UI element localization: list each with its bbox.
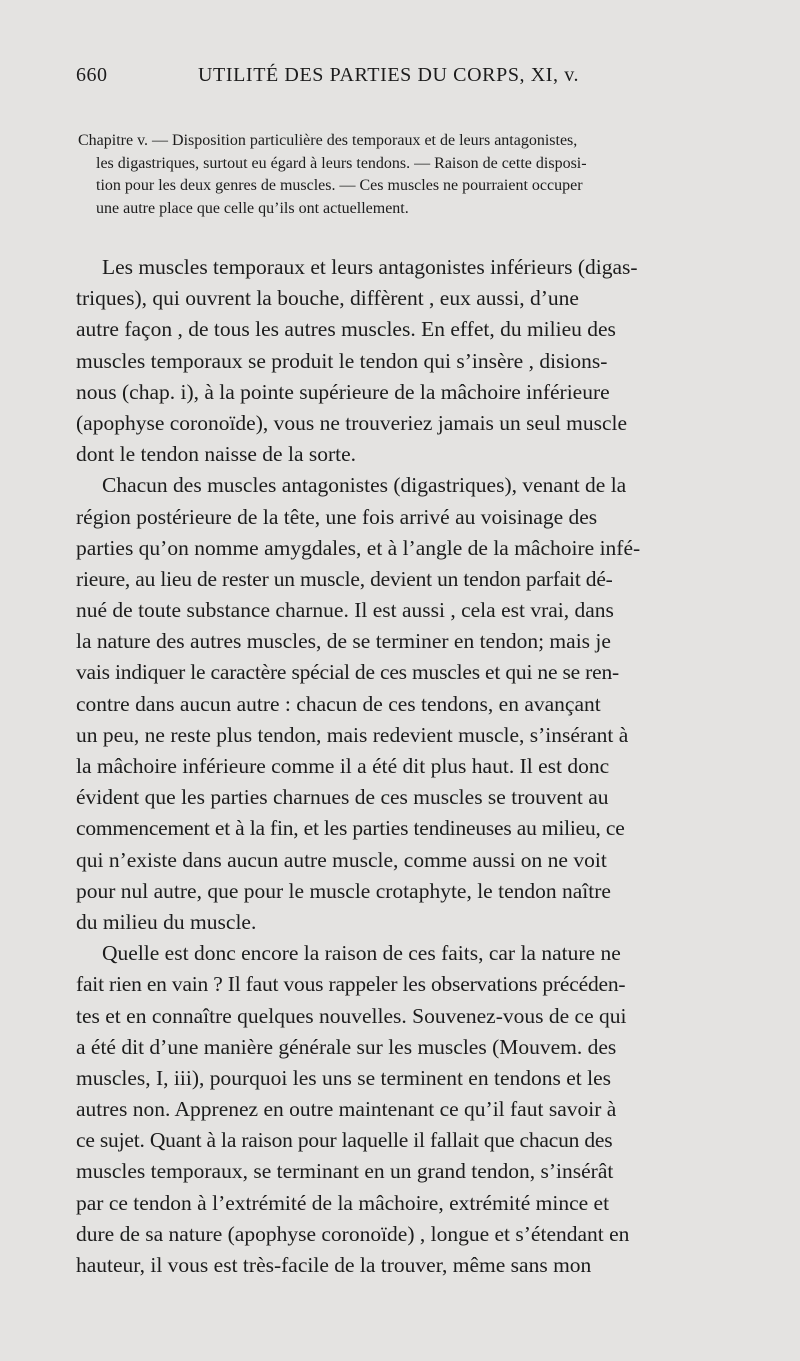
- text-line: ce sujet. Quant à la raison pour laquelle il fallait que chacun des: [76, 1128, 613, 1153]
- text-line: pour nul autre, que pour le muscle crotaphyte, le tendon naître: [76, 878, 611, 903]
- text-line: triques), qui ouvrent la bouche, diffèrent , eux aussi, d’une: [76, 286, 579, 311]
- text-line: muscles, I, iii), pourquoi les uns se terminent en tendons et les: [76, 1065, 612, 1090]
- text-line: fait rien en vain ? Il faut vous rappeler les observations précéden-: [76, 972, 626, 997]
- text-line: nous (chap. i), à la pointe supérieure de la mâchoire inférieure: [76, 379, 610, 404]
- text-line: commencement et à la fin, et les parties tendineuses au milieu, ce: [76, 816, 625, 841]
- page-header: [76, 64, 766, 94]
- text-line: évident que les parties charnues de ces muscles se trouvent au: [76, 785, 609, 810]
- text-line: muscles temporaux, se terminant en un grand tendon, s’insérât: [76, 1159, 614, 1184]
- text-line: hauteur, il vous est très-facile de la trouver, même sans mon: [76, 1253, 592, 1277]
- text-line: parties qu’on nomme amygdales, et à l’angle de la mâchoire infé-: [76, 535, 641, 560]
- text-line: autre façon , de tous les autres muscles. En effet, du milieu des: [76, 317, 616, 342]
- text-line: Les muscles temporaux et leurs antagonistes inférieurs (digas-: [102, 255, 638, 279]
- text-line: nué de toute substance charnue. Il est aussi , cela est vrai, dans: [76, 598, 614, 623]
- text-line: un peu, ne reste plus tendon, mais redevient muscle, s’insérant à: [76, 722, 629, 747]
- text-line: muscles temporaux se produit le tendon qui s’insère , disions-: [76, 348, 608, 373]
- text-line: a été dit d’une manière générale sur les muscles (Mouvem. des: [76, 1034, 617, 1059]
- text-line: autres non. Apprenez en outre maintenant ce qu’il faut savoir à: [76, 1097, 617, 1122]
- text-line: vais indiquer le caractère spécial de ces muscles et qui ne se ren-: [76, 660, 619, 685]
- running-title: UTILITÉ DES PARTIES DU CORPS, XI, v.: [198, 64, 580, 86]
- text-line: Chacun des muscles antagonistes (digastriques), venant de la: [102, 473, 627, 498]
- chapter-summary: [78, 130, 766, 220]
- summary-line: les digastriques, surtout eu égard à leurs tendons. — Raison de cette disposi-: [96, 154, 587, 172]
- text-line: dure de sa nature (apophyse coronoïde) , longue et s’étendant en: [76, 1221, 630, 1246]
- text-line: contre dans aucun autre : chacun de ces tendons, en avançant: [76, 691, 601, 716]
- text-line: dont le tendon naisse de la sorte.: [76, 442, 357, 467]
- text-line: qui n’existe dans aucun autre muscle, comme aussi on ne voit: [76, 847, 607, 872]
- text-line: tes et en connaître quelques nouvelles. Souvenez-vous de ce qui: [76, 1003, 627, 1028]
- page-number: 660: [76, 64, 108, 86]
- text-line: la nature des autres muscles, de se terminer en tendon; mais je: [76, 629, 611, 654]
- text-line: région postérieure de la tête, une fois arrivé au voisinage des: [76, 504, 598, 529]
- text-line: la mâchoire inférieure comme il a été dit plus haut. Il est donc: [76, 754, 610, 778]
- body-text: [76, 252, 766, 1281]
- summary-line: tion pour les deux genres de muscles. — Ces muscles ne pourraient occuper: [96, 177, 583, 194]
- text-line: du milieu du muscle.: [76, 909, 257, 934]
- summary-line: Chapitre v. — Disposition particulière des temporaux et de leurs antagonistes,: [78, 132, 578, 149]
- text-line: rieure, au lieu de rester un muscle, devient un tendon parfait dé-: [76, 566, 613, 591]
- text-line: (apophyse coronoïde), vous ne trouveriez jamais un seul muscle: [76, 410, 628, 435]
- text-line: par ce tendon à l’extrémité de la mâchoire, extrémité mince et: [76, 1190, 610, 1215]
- summary-line: une autre place que celle qu’ils ont actuellement.: [96, 199, 409, 217]
- text-line: Quelle est donc encore la raison de ces faits, car la nature ne: [102, 941, 621, 966]
